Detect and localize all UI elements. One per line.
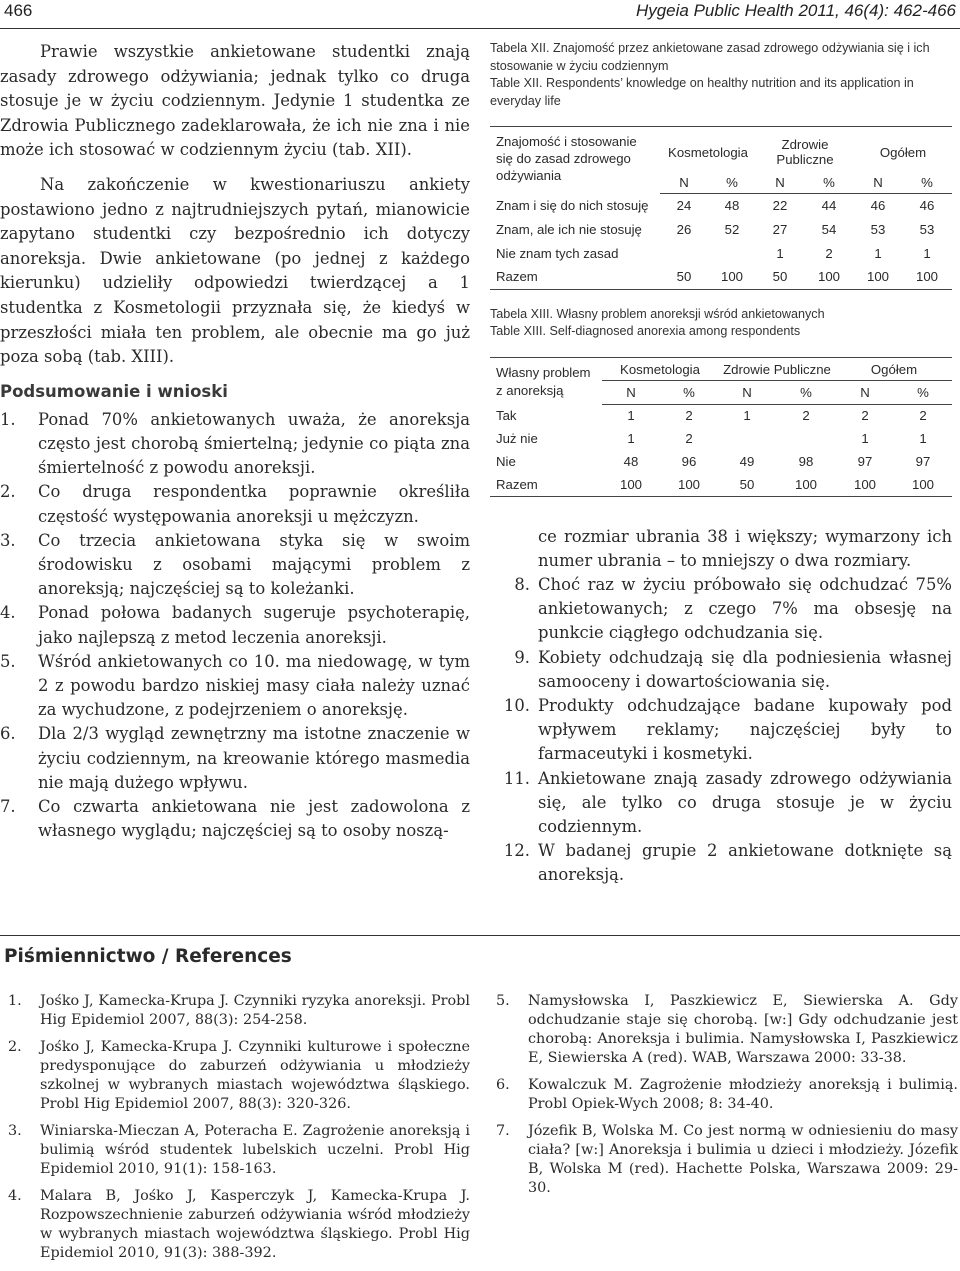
table-caption-pl: Tabela XIII. Własny problem anoreksji wśród ankietowanych — [490, 306, 825, 321]
conclusion-item — [490, 573, 952, 646]
conclusion-text: Co czwarta ankietowana nie jest zadowolona z własnego wyglądu; najczęściej są to osoby noszą- — [38, 796, 470, 841]
table-cell: 2 — [685, 408, 693, 424]
conclusion-number: 1. — [0, 409, 16, 429]
table-cell: 50 — [660, 265, 708, 289]
reference-item — [8, 992, 470, 1030]
table-cell: 2 — [825, 245, 833, 261]
group-header: Kosmetologia — [660, 127, 756, 168]
row-header-line: z anoreksją — [496, 382, 564, 398]
table-cell — [718, 427, 776, 450]
group-header: Ogółem — [854, 127, 952, 168]
table-cell — [660, 241, 708, 265]
table-cell: 1 — [874, 245, 882, 261]
row-label: Nie — [496, 454, 516, 469]
table-cell: 100 — [776, 473, 836, 496]
table-cell: 2 — [685, 431, 693, 446]
table-caption-en: Table XII. Respondents’ knowledge on healthy nutrition and its application in everyday life — [490, 76, 914, 108]
table-cell: 50 — [718, 473, 776, 496]
references-column-left — [8, 992, 470, 1271]
table-cell: 97 — [857, 454, 873, 469]
reference-number: 7. — [496, 1123, 510, 1139]
conclusion-text: ce rozmiar ubrania 38 i większy; wymarzony ich numer ubrania – to mniejszy o dwa rozmiary. — [538, 526, 952, 570]
table-row — [490, 450, 952, 473]
sub-header: N — [660, 167, 708, 193]
conclusions-continued — [490, 525, 952, 888]
group-header: Ogółem — [836, 357, 952, 380]
conclusion-item — [0, 408, 470, 481]
table-cell: 100 — [602, 473, 660, 496]
table-cell: 2 — [861, 408, 869, 424]
sub-header: % — [804, 167, 854, 193]
conclusion-text: Ponad połowa badanych sugeruje psychoterapię, jako najlepszą z metod leczenia anoreksji. — [38, 603, 470, 647]
table-cell: 1 — [627, 431, 635, 446]
table-caption-en: Table XIII. Self-diagnosed anorexia among respondents — [490, 324, 801, 338]
conclusion-number: 6. — [0, 724, 16, 744]
sub-header: % — [894, 380, 952, 404]
table-cell: 100 — [660, 473, 718, 496]
page-header — [0, 0, 960, 29]
reference-text: Józefik B, Wolska M. Co jest normą w odniesieniu do masy ciała? [w:] Anoreksja i bulimia u dzieci i młodzieży. Józefik B, Wolska M (red). Hachette Polska, Warszawa 2009: 29-30. — [528, 1123, 958, 1196]
table-cell: 52 — [724, 221, 740, 237]
group-header: Zdrowie Publiczne — [718, 357, 836, 380]
table-cell: 100 — [708, 265, 756, 289]
row-header-line: odżywiania — [496, 168, 562, 183]
table-caption-pl: Tabela XII. Znajomość przez ankietowane zasad zdrowego odżywiania się i ich stosowanie w życiu codziennym — [490, 41, 930, 73]
conclusion-item — [0, 722, 470, 795]
conclusion-number: 7. — [0, 796, 16, 816]
conclusion-text: W badanej grupie 2 ankietowane dotknięte są anoreksją. — [538, 841, 952, 885]
sub-header: % — [902, 167, 952, 193]
table-cell: 48 — [724, 197, 740, 213]
table-cell: 50 — [756, 265, 804, 289]
row-header-line: Własny problem — [496, 364, 591, 380]
page-number: 466 — [4, 1, 33, 20]
table-row — [490, 404, 952, 427]
conclusion-number: 2. — [0, 482, 16, 502]
table-cell: 53 — [870, 221, 886, 237]
table-cell: 1 — [776, 245, 784, 261]
reference-number: 6. — [496, 1077, 510, 1093]
row-label: Znam i się do nich stosuję — [496, 197, 649, 213]
reference-text: Winiarska-Mieczan A, Poteracha E. Zagrożenie anoreksją i bulimią wśród studentek lubelskich uczelni. Probl Hig Epidemiol 2010, 91(1): 158-163. — [40, 1123, 470, 1177]
table-cell: 96 — [681, 454, 697, 469]
conclusion-item — [490, 694, 952, 767]
conclusion-text: Produkty odchudzające badane kupowały pod wpływem reklamy; najczęściej były to farmaceutyki i kosmetyki. — [538, 695, 952, 764]
table-cell: 27 — [772, 221, 788, 237]
conclusion-text: Co druga respondentka poprawnie określiła częstość występowania anoreksji u mężczyzn. — [38, 482, 470, 526]
right-column — [490, 40, 952, 888]
table-cell: 1 — [627, 408, 635, 424]
conclusions-list — [0, 408, 470, 844]
table-row — [490, 473, 952, 496]
sub-header: N — [854, 167, 902, 193]
table-row-header — [490, 357, 602, 404]
sub-header: N — [602, 380, 660, 404]
references-section — [0, 935, 960, 1261]
conclusion-item — [0, 601, 470, 649]
conclusion-number: 3. — [0, 530, 16, 550]
conclusion-item — [0, 480, 470, 528]
references-column-right — [496, 992, 958, 1206]
conclusion-number: 4. — [0, 603, 16, 623]
reference-item — [8, 1122, 470, 1179]
conclusion-number: 9. — [514, 647, 530, 667]
reference-item — [8, 1038, 470, 1114]
row-label: Razem — [490, 265, 660, 289]
body-paragraph: Na zakończenie w kwestionariuszu ankiety postawiono jedno z najtrudniejszych pytań, mianowicie zapytano studentki czy bezpośrednio ich dotyczy anoreksja. Dwie ankietowane (po jednej z każdego kierunku) udzieliły odpowiedzi twierdzącej a 1 studentka z Kosmetologii przyznała się, że kiedyś w przeszłości miała ten problem, ale obecnie ma go już poza sobą (tab. XIII). — [0, 174, 470, 367]
conclusion-continuation — [490, 525, 952, 573]
reference-number: 4. — [8, 1188, 22, 1204]
table-cell: 100 — [804, 265, 854, 289]
conclusion-text: Choć raz w życiu próbowało się odchudzać 75% ankietowanych; z czego 7% ma obsesję na punkcie ciągłego odchudzania się. — [538, 574, 952, 643]
reference-item — [496, 992, 958, 1068]
table-cell: 1 — [743, 408, 751, 424]
conclusion-item — [490, 767, 952, 840]
table-cell: 100 — [894, 473, 952, 496]
table-cell: 98 — [798, 454, 814, 469]
table-cell: 46 — [870, 197, 886, 213]
table-row — [490, 193, 952, 217]
row-header-line: się do zasad zdrowego — [496, 151, 631, 166]
reference-item — [496, 1076, 958, 1114]
sub-header: % — [708, 167, 756, 193]
table-row — [490, 241, 952, 265]
group-header: Zdrowie Publiczne — [756, 127, 854, 168]
reference-text: Kowalczuk M. Zagrożenie młodzieży anoreksją i bulimią. Probl Opiek-Wych 2008; 8: 34-40. — [528, 1077, 958, 1112]
table-cell: 49 — [739, 454, 755, 469]
table-self-diagnosed-anorexia — [490, 357, 952, 497]
table-cell — [776, 427, 836, 450]
conclusion-text: Dla 2/3 wygląd zewnętrzny ma istotne znaczenie w życiu codziennym, na kreowanie którego masmedia nie mają dużego wpływu. — [38, 724, 470, 792]
table-cell: 22 — [772, 197, 788, 213]
conclusion-item — [0, 529, 470, 602]
table-cell: 100 — [836, 473, 894, 496]
table-cell: 2 — [802, 408, 810, 424]
conclusion-number: 5. — [0, 651, 16, 671]
sub-header: N — [756, 167, 804, 193]
reference-item — [8, 1187, 470, 1263]
conclusion-item — [0, 650, 470, 723]
row-label: Tak — [496, 408, 517, 423]
table-row — [490, 217, 952, 241]
reference-number: 3. — [8, 1123, 22, 1139]
table-cell: 2 — [919, 408, 927, 424]
table-cell: 54 — [821, 221, 837, 237]
conclusion-item — [490, 839, 952, 887]
conclusion-number: 10. — [503, 695, 530, 715]
row-label: Nie znam tych zasad — [496, 245, 619, 261]
conclusion-item — [0, 795, 470, 843]
row-label: Razem — [490, 473, 602, 496]
table-row-header — [490, 127, 660, 194]
row-label: Już nie — [496, 431, 538, 446]
conclusion-text: Co trzecia ankietowana styka się w swoim środowisku z osobami mającymi problem z anoreksją; najczęściej są to koleżanki. — [38, 530, 470, 599]
reference-number: 2. — [8, 1039, 22, 1055]
table-cell: 53 — [919, 221, 935, 237]
row-header-line: Znajomość i stosowanie — [496, 134, 637, 149]
conclusion-number: 8. — [514, 574, 530, 594]
table-cell: 1 — [919, 431, 927, 446]
sub-header: % — [660, 380, 718, 404]
reference-text: Malara B, Jośko J, Kasperczyk J, Kamecka-Krupa J. Rozpowszechnienie zaburzeń odżywiania wśród młodzieży w wybranych miastach województwa śląskiego. Probl Hig Epidemiol 2010, 91(3): 388-392. — [40, 1188, 470, 1261]
group-header: Kosmetologia — [602, 357, 718, 380]
table-cell: 1 — [861, 431, 869, 446]
conclusion-text: Ponad 70% ankietowanych uważa, że anoreksja często jest chorobą śmiertelną; jedynie co piąta zna śmiertelność z powodu anoreksji. — [38, 409, 470, 478]
conclusion-text: Kobiety odchudzają się dla podniesienia własnej samooceny i dowartościowania się. — [538, 647, 952, 691]
table-cell: 44 — [821, 197, 837, 213]
references-heading: Piśmiennictwo / References — [4, 946, 292, 967]
conclusion-item — [490, 646, 952, 694]
reference-text: Jośko J, Kamecka-Krupa J. Czynniki ryzyka anoreksji. Probl Hig Epidemiol 2007, 88(3): 254-258. — [40, 993, 470, 1028]
sub-header: % — [776, 380, 836, 404]
table-cell: 24 — [676, 197, 692, 213]
reference-item — [496, 1122, 958, 1198]
table-cell: 48 — [623, 454, 639, 469]
body-paragraph: Prawie wszystkie ankietowane studentki znają zasady zdrowego odżywiania; jednak tylko co druga stosuje je w życiu codziennym. Jedynie 1 studentka ze Zdrowia Publicznego zadeklarowała, że ich nie zna i nie może ich stosować w codziennym życiu (tab. XII). — [0, 42, 470, 160]
table-cell: 26 — [676, 221, 692, 237]
table-cell: 46 — [919, 197, 935, 213]
conclusion-number: 12. — [503, 841, 530, 861]
reference-text: Namysłowska I, Paszkiewicz E, Siewierska A. Gdy odchudzanie staje się chorobą. [w:] Gdy odchudzanie jest chorobą: Anoreksja i bulimia. Namysłowska I, Paszkiewicz E, Siewierska A (red). WAB, Warszawa 2000: 33-38. — [528, 993, 958, 1066]
conclusion-text: Ankietowane znają zasady zdrowego odżywiania się, ale tylko co druga stosuje je w życiu codziennym. — [538, 768, 952, 836]
left-column — [0, 40, 470, 843]
table-row — [490, 265, 952, 289]
row-label: Znam, ale ich nie stosuję — [496, 221, 642, 237]
sub-header: N — [718, 380, 776, 404]
section-heading: Podsumowanie i wnioski — [0, 381, 228, 401]
table-cell: 97 — [915, 454, 931, 469]
conclusion-number: 11. — [503, 768, 530, 788]
table-cell: 100 — [854, 265, 902, 289]
reference-number: 5. — [496, 993, 510, 1009]
table-row — [490, 427, 952, 450]
reference-text: Jośko J, Kamecka-Krupa J. Czynniki kulturowe i społeczne predysponujące do zaburzeń odżywiania u młodzieży szkolnej w wybranych miastach województwa śląskiego. Probl Hig Epidemiol 2007, 88(3): 320-326. — [40, 1039, 470, 1112]
reference-number: 1. — [8, 993, 22, 1009]
conclusion-text: Wśród ankietowanych co 10. ma niedowagę, w tym 2 z powodu bardzo niskiej masy ciała należy uznać za wychudzone, z podejrzeniem o anoreksję. — [38, 651, 470, 720]
table-knowledge-nutrition — [490, 126, 952, 290]
journal-running-head: Hygeia Public Health 2011, 46(4): 462-466 — [635, 1, 956, 20]
table-cell: 100 — [902, 265, 952, 289]
sub-header: N — [836, 380, 894, 404]
table-cell — [708, 241, 756, 265]
table-cell: 1 — [923, 245, 931, 261]
